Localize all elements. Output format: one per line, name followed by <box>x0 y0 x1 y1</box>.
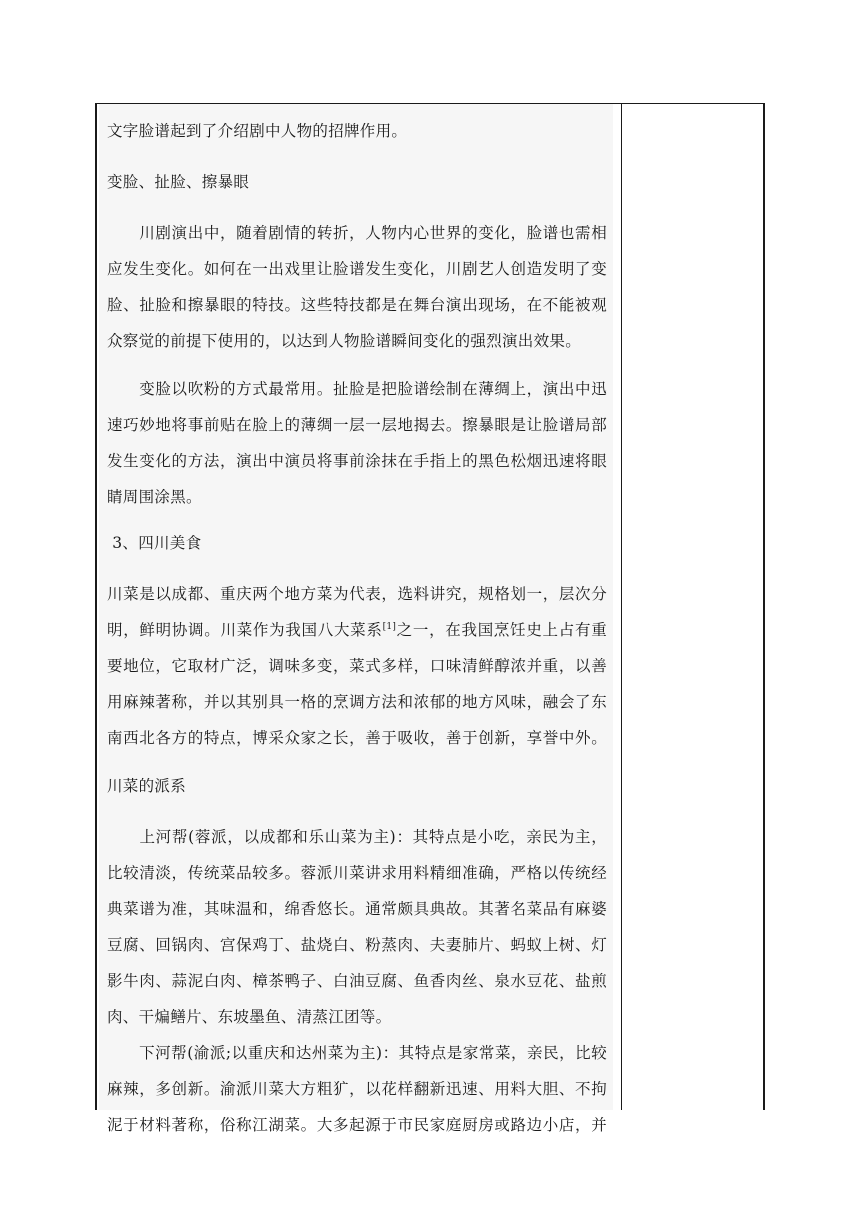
text-line: 文字脸谱起到了介绍剧中人物的招牌作用。 <box>107 122 408 140</box>
main-content-cell <box>97 104 621 1134</box>
text-segment: 明，鲜明协调。川菜作为我国八大菜系 <box>107 621 383 639</box>
column-divider <box>621 104 622 1110</box>
text-line <box>107 620 607 640</box>
text-line: 豆腐、回锅肉、宫保鸡丁、盐烧白、粉蒸肉、夫妻肺片、蚂蚁上树、灯 <box>107 936 607 954</box>
text-line: 川剧演出中，随着剧情的转折，人物内心世界的变化，脸谱也需相 <box>107 224 607 242</box>
text-line: 影牛肉、蒜泥白肉、樟茶鸭子、白油豆腐、鱼香肉丝、泉水豆花、盐煎 <box>107 972 607 990</box>
document-table <box>95 103 765 1134</box>
text-line: 泥于材料著称，俗称江湖菜。大多起源于市民家庭厨房或路边小店，并 <box>107 1116 607 1134</box>
content-area <box>99 104 613 1134</box>
section-heading: 3、四川美食 <box>107 534 202 552</box>
section-heading: 变脸、扯脸、擦暴眼 <box>107 173 250 191</box>
text-line: 下河帮(渝派;以重庆和达州菜为主)：其特点是家常菜，亲民，比较 <box>107 1044 607 1062</box>
text-line: 要地位，它取材广泛，调味多变，菜式多样，口味清鲜醇浓并重，以善 <box>107 657 607 675</box>
text-line: 肉、干煸鳝片、东坡墨鱼、清蒸江团等。 <box>107 1008 392 1026</box>
text-line: 应发生变化。如何在一出戏里让脸谱发生变化，川剧艺人创造发明了变 <box>107 260 607 278</box>
text-line: 速巧妙地将事前贴在脸上的薄绸一层一层地揭去。擦暴眼是让脸谱局部 <box>107 416 607 434</box>
text-line: 变脸以吹粉的方式最常用。扯脸是把脸谱绘制在薄绸上，演出中迅 <box>107 380 607 398</box>
text-line: 脸、扯脸和擦暴眼的特技。这些特技都是在舞台演出现场，在不能被观 <box>107 296 607 314</box>
footnote-marker: [1] <box>382 621 397 632</box>
text-line: 麻辣，多创新。渝派川菜大方粗犷，以花样翻新迅速、用料大胆、不拘 <box>107 1080 607 1098</box>
text-line: 用麻辣著称，并以其别具一格的烹调方法和浓郁的地方风味，融会了东 <box>107 693 607 711</box>
text-segment: 之一，在我国烹饪史上占有重 <box>396 621 607 639</box>
text-line: 上河帮(蓉派，以成都和乐山菜为主)：其特点是小吃，亲民为主， <box>107 828 607 846</box>
text-line: 众察觉的前提下使用的，以达到人物脸谱瞬间变化的强烈演出效果。 <box>107 332 582 350</box>
text-line: 川菜是以成都、重庆两个地方菜为代表，选料讲究，规格划一，层次分 <box>107 585 607 603</box>
text-line: 比较清淡，传统菜品较多。蓉派川菜讲求用料精细准确，严格以传统经 <box>107 864 607 882</box>
text-line: 发生变化的方法，演出中演员将事前涂抹在手指上的黑色松烟迅速将眼 <box>107 452 607 470</box>
text-line: 睛周围涂黑。 <box>107 488 202 506</box>
section-heading: 川菜的派系 <box>107 777 187 795</box>
text-line: 南西北各方的特点，博采众家之长，善于吸收，善于创新，享誉中外。 <box>107 729 607 747</box>
text-line: 典菜谱为准，其味温和，绵香悠长。通常颇具典故。其著名菜品有麻婆 <box>107 900 607 918</box>
